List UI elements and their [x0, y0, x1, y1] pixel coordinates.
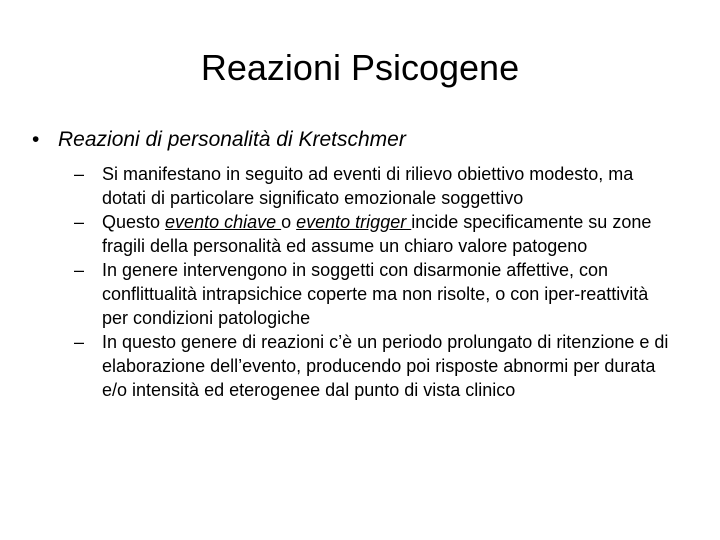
dash-marker: – — [74, 164, 85, 184]
sub-bullet-text: In genere intervengono in soggetti con disarmonie affettive, con conflittualità intrapsichice coperte ma non risolte, o con iper-reattività per condizioni patologiche — [102, 260, 649, 328]
sub-bullet-text-post: incide specificamente su zone fragili della personalità ed assume un chiaro valore patogeno — [102, 212, 652, 256]
sub-bullet-item — [32, 210, 672, 258]
sub-bullet-list — [32, 162, 672, 402]
slide-content — [32, 126, 672, 402]
sub-bullet-text: In questo genere di reazioni c’è un periodo prolungato di ritenzione e di elaborazione dell’evento, producendo poi risposte abnormi per durata e/o intensità ed eterogenee dal punto di vista clinico — [102, 332, 669, 400]
bullet-level1 — [32, 126, 672, 154]
sub-bullet-item — [32, 330, 672, 402]
sub-bullet-item — [32, 162, 672, 210]
sub-bullet-item — [32, 258, 672, 330]
bullet-text: Reazioni di personalità di Kretschmer — [58, 128, 406, 151]
term-evento-chiave: evento chiave — [165, 212, 282, 232]
bullet-marker: • — [32, 128, 40, 151]
dash-marker: – — [74, 260, 85, 280]
sub-bullet-text: Si manifestano in seguito ad eventi di rilievo obiettivo modesto, ma dotati di particolare significato emozionale soggettivo — [102, 164, 634, 208]
dash-marker: – — [74, 212, 85, 232]
dash-marker: – — [74, 332, 85, 352]
term-evento-trigger: evento trigger — [296, 212, 412, 232]
slide-title: Reazioni Psicogene — [200, 47, 520, 88]
sub-bullet-text-mid: o — [281, 212, 297, 232]
sub-bullet-text-pre: Questo — [102, 212, 166, 232]
